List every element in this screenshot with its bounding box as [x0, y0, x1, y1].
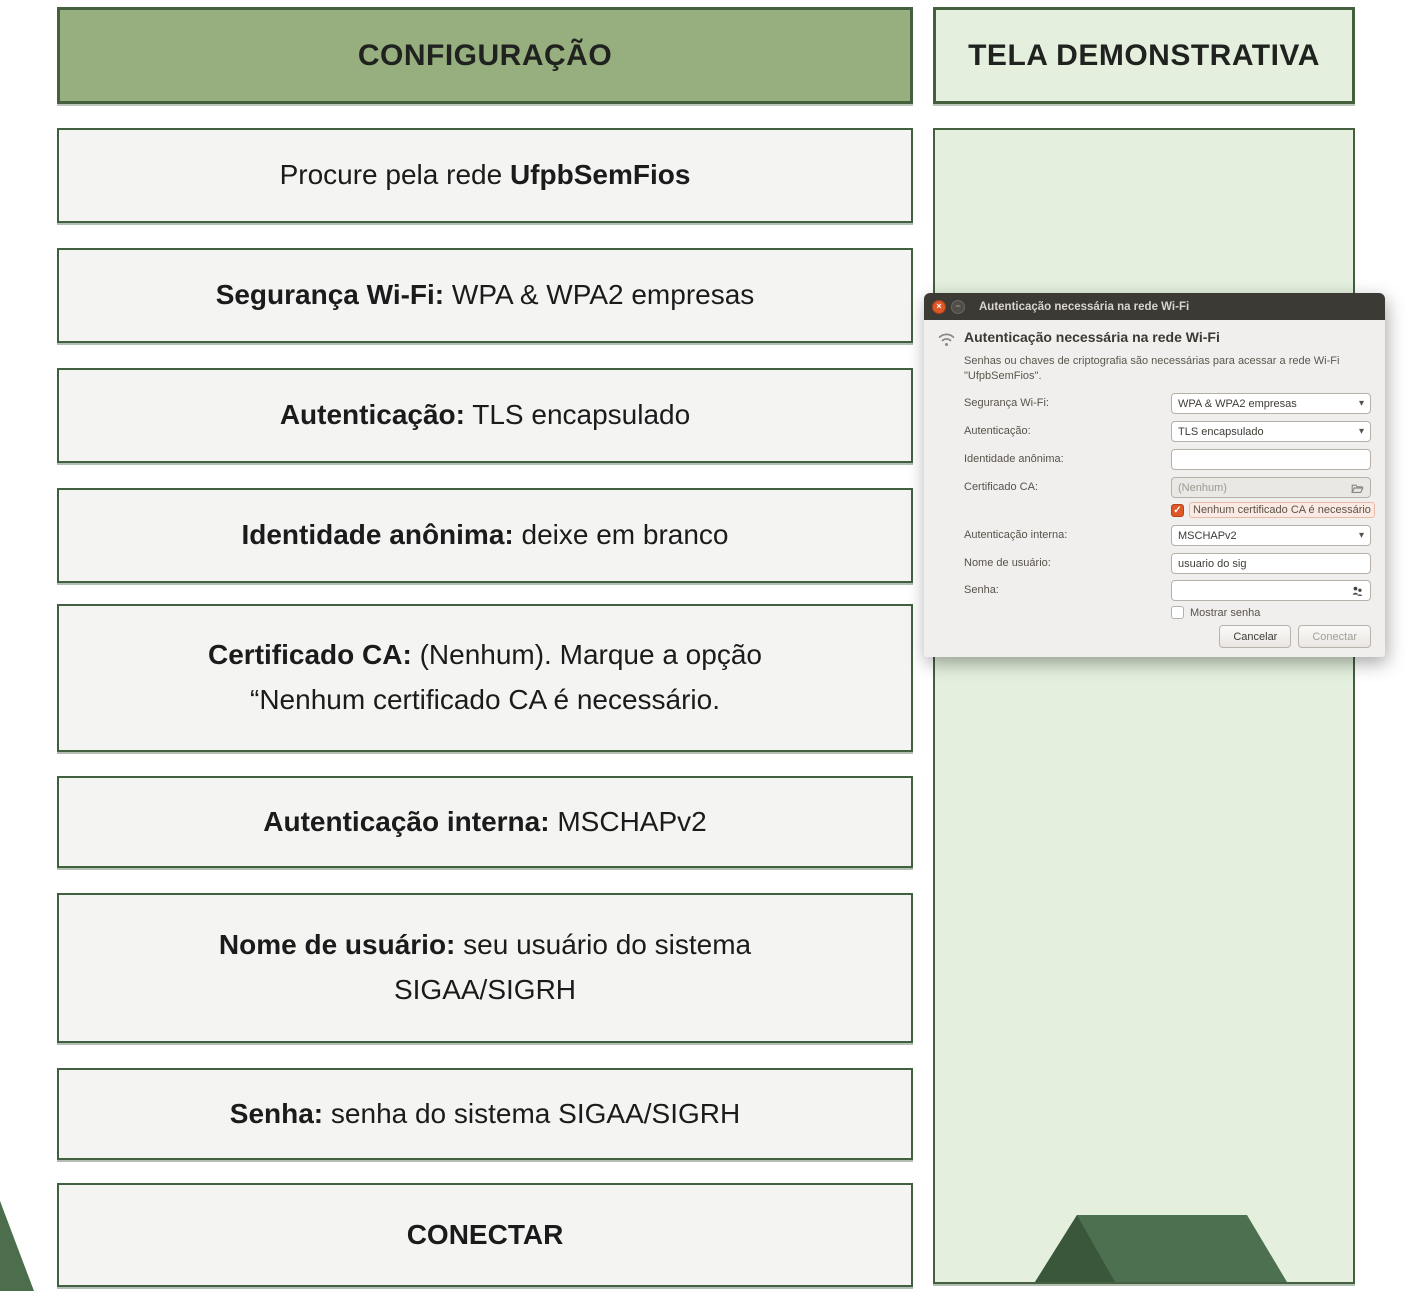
close-icon[interactable]: ×	[932, 300, 946, 314]
configuration-header-label: CONFIGURAÇÃO	[357, 38, 613, 72]
dialog-description: Senhas ou chaves de criptografia são necessárias para acessar a rede Wi-Fi "UfpbSemFios".	[964, 355, 1340, 382]
configuration-header	[57, 7, 913, 104]
show-password-row	[1171, 606, 1260, 619]
step-text: Certificado CA: (Nenhum). Marque a opção	[208, 639, 762, 671]
no-ca-required-checkbox[interactable]: ✓	[1171, 504, 1184, 517]
show-password-label: Mostrar senha	[1190, 606, 1261, 619]
wifi-icon	[937, 331, 956, 351]
auth-dropdown[interactable]: TLS encapsulado ▾	[1171, 421, 1371, 442]
demo-screen-header-label: TELA DEMONSTRATIVA	[968, 38, 1320, 72]
security-dropdown[interactable]: WPA & WPA2 empresas ▾	[1171, 393, 1371, 414]
step-password	[57, 1068, 913, 1160]
step-connect	[57, 1183, 913, 1287]
chevron-down-icon: ▾	[1358, 426, 1364, 437]
step-username	[57, 893, 913, 1043]
step-text: Nome de usuário: seu usuário do sistema	[218, 929, 752, 961]
username-label: Nome de usuário:	[964, 557, 1051, 569]
step-inner-authentication	[57, 776, 913, 868]
chevron-down-icon: ▾	[1358, 530, 1364, 541]
step-authentication	[57, 368, 913, 463]
step-text: CONECTAR	[406, 1218, 564, 1250]
security-label: Segurança Wi-Fi:	[964, 397, 1049, 409]
step-text-line2: “Nenhum certificado CA é necessário.	[250, 684, 720, 715]
step-text: Autenticação: TLS encapsulado	[279, 399, 691, 431]
mountain-graphic	[935, 1215, 1355, 1282]
username-input[interactable]	[1171, 553, 1371, 574]
connect-button[interactable]: Conectar	[1298, 625, 1371, 648]
step-text: Procure pela rede UfpbSemFios	[279, 159, 691, 191]
dialog-buttons	[1219, 625, 1371, 648]
wifi-auth-dialog	[924, 293, 1385, 657]
anon-identity-input[interactable]	[1171, 449, 1371, 470]
step-text-line2: SIGAA/SIGRH	[393, 974, 577, 1005]
password-label: Senha:	[964, 584, 999, 596]
step-search-network	[57, 128, 913, 223]
ca-cert-picker[interactable]: (Nenhum)	[1171, 477, 1371, 498]
step-text: Senha: senha do sistema SIGAA/SIGRH	[229, 1097, 741, 1129]
no-ca-required-label: Nenhum certificado CA é necessário	[1189, 502, 1375, 518]
keyring-icon	[1351, 585, 1364, 597]
dialog-titlebar[interactable]	[924, 293, 1385, 320]
dialog-heading: Autenticação necessária na rede Wi-Fi	[964, 329, 1220, 345]
step-anonymous-identity	[57, 488, 913, 583]
step-text: Autenticação interna: MSCHAPv2	[263, 805, 707, 837]
cancel-button[interactable]: Cancelar	[1219, 625, 1291, 648]
inner-auth-label: Autenticação interna:	[964, 529, 1068, 541]
inner-auth-dropdown[interactable]: MSCHAPv2 ▾	[1171, 525, 1371, 546]
folder-open-icon	[1351, 482, 1364, 494]
step-text: Segurança Wi-Fi: WPA & WPA2 empresas	[215, 279, 755, 311]
step-ca-certificate	[57, 604, 913, 752]
demo-screen-header	[933, 7, 1355, 104]
minimize-icon[interactable]: −	[951, 300, 965, 314]
step-text: Identidade anônima: deixe em branco	[241, 519, 729, 551]
dialog-title: Autenticação necessária na rede Wi-Fi	[979, 300, 1190, 313]
show-password-checkbox[interactable]	[1171, 606, 1184, 619]
auth-label: Autenticação:	[964, 425, 1031, 437]
corner-triangle	[0, 1201, 34, 1291]
anon-identity-label: Identidade anônima:	[964, 453, 1064, 465]
no-ca-required-row	[1171, 502, 1375, 518]
ca-cert-label: Certificado CA:	[964, 481, 1038, 493]
password-input[interactable]	[1171, 580, 1371, 601]
chevron-down-icon: ▾	[1358, 398, 1364, 409]
step-wifi-security	[57, 248, 913, 343]
